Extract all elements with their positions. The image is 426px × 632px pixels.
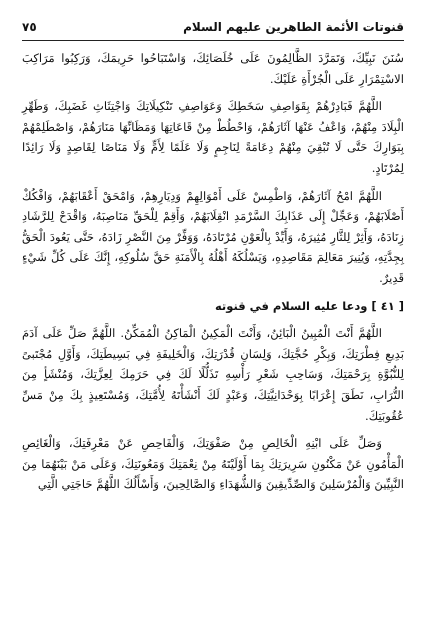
header-title: قنوتات الأئمة الطاهرين عليهم السلام bbox=[183, 20, 404, 34]
paragraph: اللَّهُمَّ امْحُ آثَارَهُمْ، وَاطْمِسْ عَلَى أَمْوَالِهِمْ وَدِيَارِهِمْ، وَامْحَقْ أَعْقَابَهُمْ، وَافْكُكْ أَصْلَابَهُمْ، وَعَجِّلْ إِلَى عَذَابِكَ السَّرْمَدِ انْقِلَابَهُمْ، وَأَقِمْ لِلْحَقِّ مَنَاصِبَهُ، وَاقْدَحْ لِلرَّشَادِ زِنَادَهُ، وَأَثِرْ لِلثَّارِ مُثِيرَهُ، وَأَيِّدْ بِالْعَوْنِ مُرْتَادَهُ، وَوَفِّرْ مِنَ النَّصْرِ زَادَهُ، حَتَّى يَعُودَ الْحَقُّ بِجِدَّتِهِ، وَيُنِيرَ مَعَالِمَ مَقَاصِدِهِ، وَيَسْلُكَهُ أَهْلُهُ بِالْأَمَنَةِ حَقَّ سُلُوكِهِ، إِنَّكَ عَلَى كُلِّ شَيْءٍ قَدِيرٌ. bbox=[22, 188, 404, 285]
paragraph: اللَّهُمَّ أَنْتَ الْمُبِينُ الْبَائِنُ، وَأَنْتَ الْمَكِينُ الْمَاكِنُ الْمُمَكِّنُ. اللَّهُمَّ صَلِّ عَلَى آدَمَ بَدِيعِ فِطْرَتِكَ، وَبِكْرِ حُجَّتِكَ، وَلِسَانِ قُدْرَتِكَ، وَالْخَلِيفَةِ فِي بَسِيطَتِكَ، وَأَوَّلِ مُجْتَبىً لِلنُّبُوَّةِ بِرَحْمَتِكَ، وَسَاحِبِ شَعْرِ رَأْسِهِ تَذَلُّلًا لَكَ فِي حَرَمِكَ لِعِزَّتِكَ، وَمُنْشَأٍ مِنَ التُّرَابِ، نَطَقَ إِعْرَابًا بِوَحْدَانِيَّتِكَ، وَعَبْدٍ لَكَ أَنْشَأْتَهُ لِأُمَّتِكَ، وَمُسْتَعِيذٍ بِكَ مِنْ مَسِّ عُقُوبَتِكَ. bbox=[22, 326, 404, 423]
header-rule bbox=[22, 40, 404, 41]
page-number: ٧٥ bbox=[22, 20, 37, 34]
paragraph: اللَّهُمَّ فَبَادِرْهُمْ بِقَوَاصِفِ سَخَطِكَ وَعَوَاصِفِ تَنْكِيلَاتِكَ وَاجْتِثَاثِ غَضَبِكَ، وَطَهِّرِ الْبِلَادَ مِنْهُمْ، وَاعْفُ عَنْهَا آثَارَهُمْ، وَاحْطُطْ مِنْ قَاعَاتِهَا وَمَظَانِّهَا مَنَارَهُمْ، وَاصْطَلِمْهُمْ بِبَوَارِكَ حَتَّى لَا تُبْقِيَ مِنْهُمْ دِعَامَةً لِنَاجِمٍ وَلَا عَلَمًا لِأَمٍّ وَلَا مَنَاصًا لِقَاصِدٍ وَلَا رَائِدًا لِمُرْتَادٍ. bbox=[22, 99, 404, 175]
paragraph: سُنَنَ نَبِيِّكَ، وَتَمَرَّدَ الظَّالِمُونَ عَلَى خُلَصَائِكَ، وَاسْتَبَاحُوا حَرِيمَكَ، وَرَكِبُوا مَرَاكِبَ الاسْتِمْرَارِ عَلَى الْجُرْأَةِ عَلَيْكَ. bbox=[22, 51, 404, 86]
running-header bbox=[22, 16, 404, 38]
paragraph: وَصَلِّ عَلَى ابْنِهِ الْخَالِصِ مِنْ صَفْوَتِكَ، وَالْفَاحِصِ عَنْ مَعْرِفَتِكَ، وَالْغَائِصِ الْمَأْمُونِ عَنْ مَكْنُونِ سَرِيرَتِكَ بِمَا أَوْلَيْتَهُ مِنْ نِعْمَتِكَ وَمَعُونَتِكَ، وَعَلَى مَنْ بَيْنَهُمَا مِنَ النَّبِيِّينَ وَالْمُرْسَلِينَ وَالصِّدِّيقِينَ وَالشُّهَدَاءِ وَالصَّالِحِينَ، وَأَسْأَلُكَ اللَّهُمَّ حَاجَتِي الَّتِي bbox=[22, 436, 404, 492]
section-heading: [ ٤١ ] ودعا عليه السلام في قنوته bbox=[214, 298, 404, 313]
page-body bbox=[22, 48, 404, 495]
